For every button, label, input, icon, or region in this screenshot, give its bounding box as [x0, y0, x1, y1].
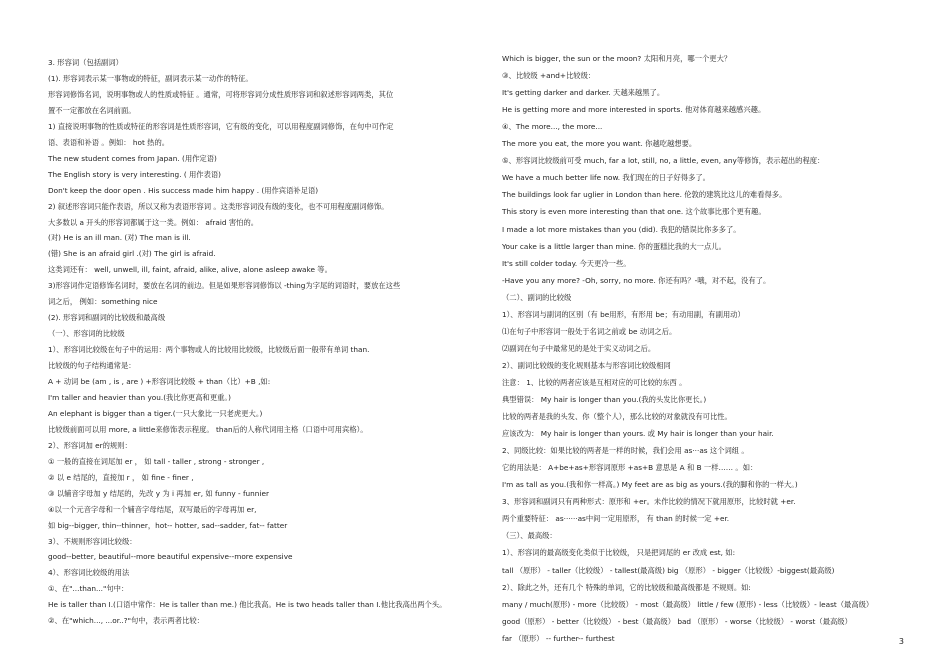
right-text-line: We have a much better life now. 我们现在的日子好得多了。 — [502, 173, 710, 183]
right-text-line: ④、The more..., the more... — [502, 122, 603, 132]
left-text-line: ③ 以辅音字母加 y 结尾的，先改 y 为 i 再加 er, 如 funny - funnier — [48, 488, 269, 498]
left-text-line: An elephant is bigger than a tiger.(一只大象比一只老虎更大。) — [48, 408, 263, 418]
left-text-line: 3）、不规则形容词比较级： — [48, 536, 137, 546]
left-text-line: 语、表语和补语 。例如： hot 热的。 — [48, 137, 170, 147]
right-text-line: Your cake is a little larger than mine. 你的蛋糕比我的大一点儿。 — [502, 241, 726, 251]
left-text-line: I'm taller and heavier than you.(我比你更高和更重。) — [48, 392, 231, 402]
right-text-line: （二）、副词的比较级 — [502, 292, 572, 302]
right-text-line: ⑤、形容词比较级前可受 much, far a lot, still, no, a little, even, any等修饰，表示超出的程度： — [502, 156, 825, 166]
right-text-line: 2）、副词比较级的变化规则基本与形容词比较级相同 — [502, 360, 671, 370]
right-text-line: far （原形） -- further-- furthest — [502, 633, 615, 643]
right-text-line: （三）、最高级： — [502, 531, 557, 541]
left-text-line: (对) He is an ill man. (对) The man is ill. — [48, 233, 191, 243]
right-text-line: 典型错误： My hair is longer than you.(我的头发比你更长。) — [502, 395, 707, 404]
right-text-line: good（原形） - better（比较级） - best（最高级） bad （原形） - worse（比较级） - worst（最高级） — [502, 616, 852, 626]
left-text-line: ①、在"...than..."句中： — [48, 584, 129, 594]
right-text-line: Which is bigger, the sun or the moon? 太阳和月亮，哪一个更大？ — [502, 54, 732, 63]
left-text-line: 2）、形容词加 er的规则： — [48, 440, 132, 450]
right-text-line: He is getting more and more interested in sports. 他对体育越来越感兴趣。 — [502, 105, 766, 115]
left-text-line: 词之后， 例如：something nice — [48, 297, 158, 307]
left-text-line: 3. 形容词（包括副词） — [48, 58, 123, 67]
left-text-line: 比较级前面可以用 more, a little来修饰表示程度。 than后的人称代词用主格（口语中可用宾格）。 — [48, 424, 368, 434]
left-text-line: 1) 直接说明事物的性质或特征的形容词是性质形容词，它有级的变化，可以用程度副词修饰，在句中可作定 — [48, 121, 394, 131]
right-text-line: 它的用法是： A+be+as+形容词原形 +as+B 意思是 A 和 B 一样…… 。如： — [502, 463, 758, 473]
left-text-line: 2) 叙述形容词只能作表语，所以又称为表语形容词 。这类形容词没有级的变化，也不可用程度副词修饰。 — [48, 201, 389, 211]
left-text-line: 3)形容词作定语修饰名词时，要放在名词的前边。但是如果形容词修饰以 -thing为字尾的词语时，要放在这些 — [48, 281, 401, 291]
left-text-line: 1）、形容词比较级在句子中的运用：两个事物或人的比较用比较级，比较级后面一般带有单词 than. — [48, 345, 370, 355]
left-text-line: 如 big--bigger, thin--thinner，hot-- hotter, sad--sadder, fat-- fatter — [48, 520, 288, 530]
right-text-line: 应该改为： My hair is longer than yours. 或 My hair is longer than your hair. — [502, 429, 774, 439]
left-text-line: 大多数以 a 开头的形容词都属于这一类。例如： afraid 害怕的。 — [48, 217, 259, 227]
right-text-line: -Have you any more? -Oh, sorry, no more. 你还有吗？-哦，对不起，没有了。 — [502, 275, 771, 285]
right-text-line: I'm as tall as you.(我和你一样高。) My feet are as big as yours.(我的脚和你的一样大。) — [502, 480, 798, 490]
right-text-line: The buildings look far uglier in London than here. 伦敦的建筑比这儿的难看得多。 — [502, 190, 787, 200]
left-text-line: 这类词还有： well, unwell, ill, faint, afraid, alike, alive, alone asleep awake 等。 — [48, 265, 332, 275]
left-text-line: 形容词修饰名词，说明事物或人的性质或特征 。通常，可将形容词分成性质形容词和叙述形容词两类，其位 — [48, 89, 394, 99]
left-text-line: (2). 形容词和副词的比较级和最高级 — [48, 313, 166, 323]
right-text-line: I made a lot more mistakes than you (did). 我犯的错误比你多多了。 — [502, 224, 741, 234]
left-text-line: (1). 形容词表示某一事物或的特征，副词表示某一动作的特征。 — [48, 73, 253, 83]
right-text-line: It's getting darker and darker. 天越来越黑了。 — [502, 88, 665, 98]
right-text-line: 1）、形容词与副词的区别（有 be用形，有形用 be；有动用副，有副用动） — [502, 309, 745, 319]
left-text-line: ④以一个元音字母和一个辅音字母结尾，双写最后的字母再加 er, — [48, 504, 257, 514]
left-text-line: （一）、形容词的比较级 — [48, 329, 125, 339]
right-text-line: It's still colder today. 今天更冷一些。 — [502, 258, 631, 268]
left-text-line: The English story is very interesting. ( 用作表语) — [48, 169, 222, 179]
right-text-line: 3、形容词和副词只有两种形式：原形和 +er。未作比较的情况下就用原形，比较时就 +er. — [502, 497, 796, 507]
right-text-line: The more you eat, the more you want. 你越吃越想要。 — [502, 139, 697, 149]
left-text-line: 4）、形容词比较级的用法 — [48, 568, 130, 578]
right-text-line: 两个重要特征： as······as中间一定用原形， 有 than 的时候一定 +er. — [502, 514, 730, 524]
left-text-line: A + 动词 be (am , is , are ) +形容词比较级 + than（比）+B ,如: — [48, 377, 271, 386]
right-text-line: tall （原形） - taller（比较级） - tallest(最高级) big （原形） - bigger（比较级）-biggest(最高级) — [502, 565, 835, 575]
left-text-line: Don't keep the door open . His success made him happy . (用作宾语补足语) — [48, 185, 319, 195]
left-text-line: good--better, beautiful--more beautiful expensive--more expensive — [48, 552, 293, 562]
right-text-line: ③、比较级 +and+比较级： — [502, 71, 596, 81]
right-text-line: ⑵副词在句子中最常见的是处于实义动词之后。 — [502, 343, 656, 353]
right-text-line: 2）、除此之外，还有几个 特殊的单词，它的比较级和最高级都是 不规则。如: — [502, 582, 751, 592]
right-text-line: 比较的两者是我的头发、你（整个人），那么比较的对象就没有可比性。 — [502, 412, 732, 422]
right-text-line: many / much(原形) - more（比较级） - most（最高级） little / few (原形) - less（比较级）- least（最高级） — [502, 599, 874, 609]
right-text-line: This story is even more interesting than that one. 这个故事比那个更有趣。 — [502, 207, 766, 217]
left-text-line: 置不一定都放在名词前面。 — [48, 105, 136, 115]
left-text-line: ② 以 e 结尾的，直接加 r ， 如 fine - finer , — [48, 472, 194, 482]
right-text-line: 1）、形容词的最高级变化类似于比较级， 只是把词尾的 er 改成 est, 如: — [502, 548, 736, 558]
left-text-line: 比较级的句子结构通常是： — [48, 361, 136, 371]
right-text-line: 注意： 1、比较的两者应该是互相对应的可比较的东西 。 — [502, 377, 687, 387]
left-text-line: The new student comes from Japan. (用作定语) — [48, 153, 217, 163]
left-text-line: He is taller than I.(口语中常作：He is taller than me.) 他比我高。He is two heads taller than I.他比我高出两个头。 — [48, 600, 447, 610]
right-text-line: 2、同级比较：如果比较的两者是一样的时候，我们会用 as···as 这个词组 。 — [502, 446, 749, 456]
left-text-line: (错) She is an afraid girl .(对) The girl is afraid. — [48, 249, 216, 259]
right-text-line: ⑴在句子中形容词一般处于名词之前或 be 动词之后。 — [502, 326, 677, 336]
left-text-line: ① 一般的直接在词尾加 er ， 如 tall - taller , strong - stronger , — [48, 456, 265, 466]
left-text-line: ②、在"which..., ...or..?"句中，表示两者比较： — [48, 616, 204, 626]
page-number: 3 — [898, 637, 904, 646]
